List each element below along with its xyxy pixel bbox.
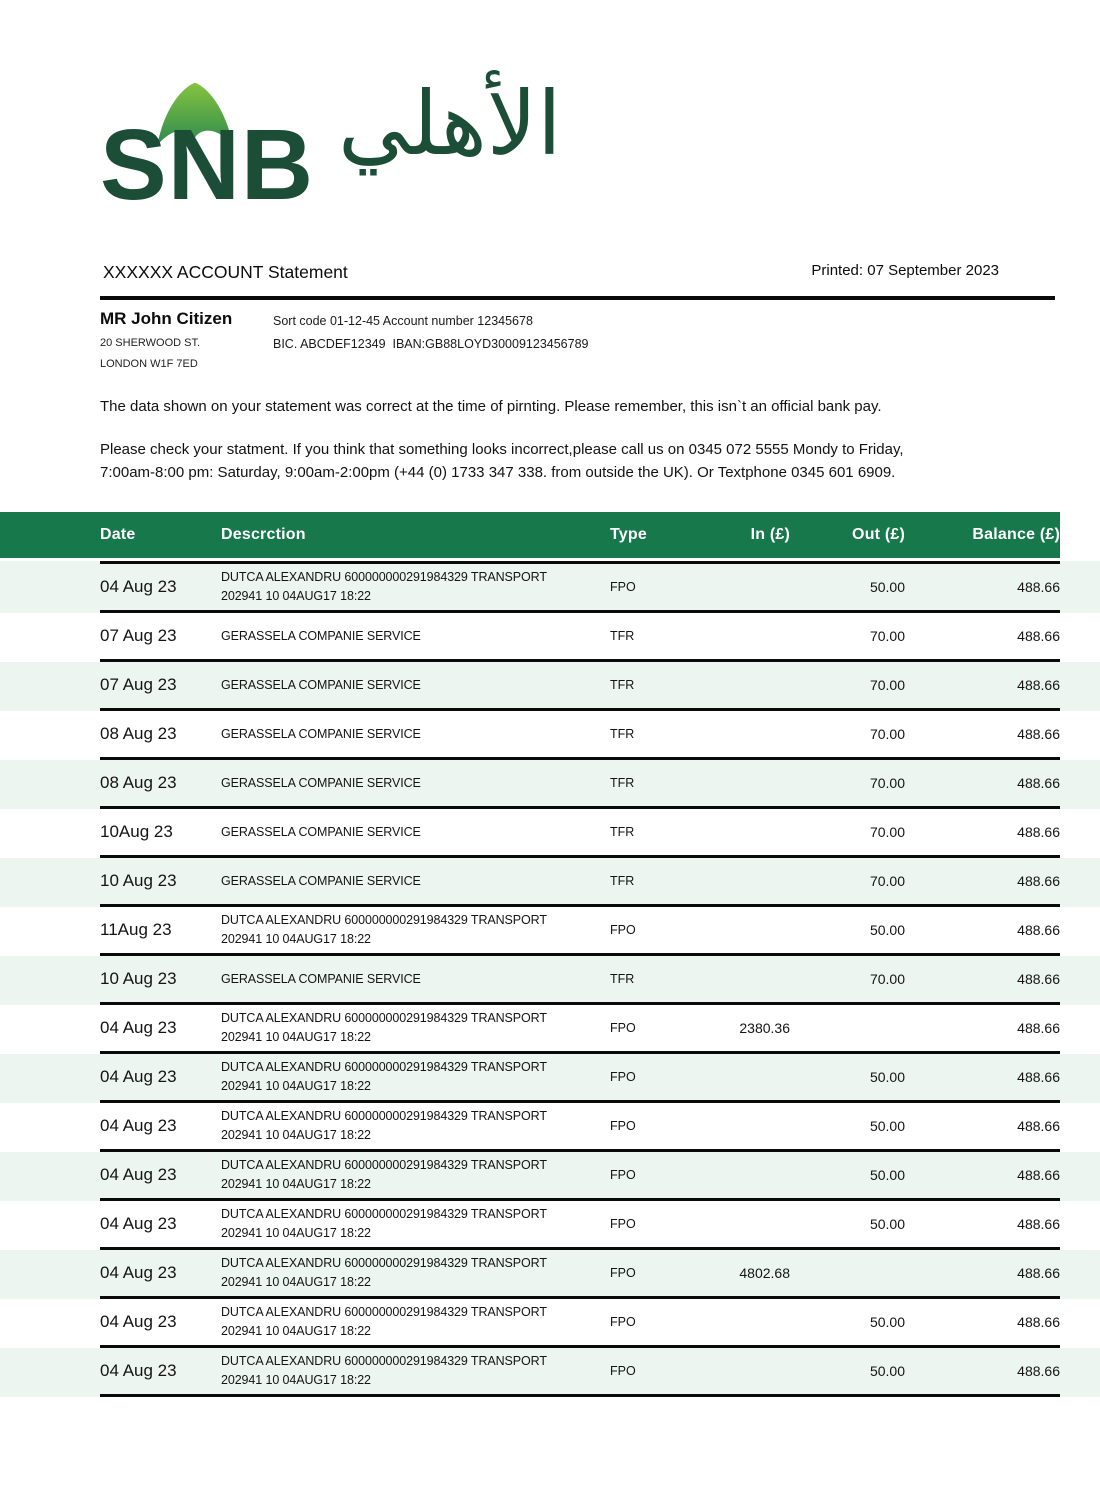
cell-type: TFR [610, 727, 635, 741]
table-row [0, 858, 1100, 907]
statement-header [103, 262, 1056, 283]
cell-out: 50.00 [869, 1314, 905, 1330]
table-row [0, 561, 1100, 613]
description-line-1: GERASSELA COMPANIE SERVICE [221, 873, 421, 888]
logo-snb-text: SNB [100, 109, 315, 221]
table-row [0, 1250, 1100, 1299]
description-line-2: 202941 10 04AUG17 18:22 [221, 1079, 371, 1093]
customer-name: MR John Citizen [100, 309, 233, 328]
cell-date: 11Aug 23 [100, 920, 172, 939]
cell-type: FPO [610, 1217, 636, 1231]
cell-balance: 488.66 [1017, 1265, 1060, 1281]
bank-logo [100, 72, 600, 225]
cell-date: 04 Aug 23 [100, 1263, 177, 1282]
table-row [0, 1054, 1100, 1103]
cell-out: 70.00 [869, 775, 905, 791]
cell-date: 10 Aug 23 [100, 871, 177, 890]
cell-out: 50.00 [869, 1216, 905, 1232]
cell-balance: 488.66 [1017, 1069, 1060, 1085]
statement-title: XXXXXX ACCOUNT Statement [103, 262, 348, 282]
cell-type: FPO [610, 1070, 636, 1084]
bic-iban: BIC. ABCDEF12349 IBAN:GB88LOYD30009123456789 [273, 337, 589, 351]
description-line-1: GERASSELA COMPANIE SERVICE [221, 824, 421, 839]
description-line-1: DUTCA ALEXANDRU 600000000291984329 TRANSPORT [221, 570, 547, 584]
cell-description [221, 823, 610, 842]
cell-description [221, 1107, 610, 1145]
column-header-date: Date [100, 526, 136, 543]
table-row [0, 1005, 1100, 1054]
cell-description [221, 1254, 610, 1292]
cell-description [221, 1352, 610, 1390]
cell-type: FPO [610, 1364, 636, 1378]
cell-balance: 488.66 [1017, 1020, 1060, 1036]
description-line-1: DUTCA ALEXANDRU 600000000291984329 TRANSPORT [221, 1109, 547, 1123]
cell-balance: 488.66 [1017, 1216, 1060, 1232]
cell-type: FPO [610, 923, 636, 937]
column-header-description: Descrction [221, 526, 306, 543]
cell-balance: 488.66 [1017, 1314, 1060, 1330]
cell-description [221, 676, 610, 695]
description-line-2: 202941 10 04AUG17 18:22 [221, 1030, 371, 1044]
cell-balance: 488.66 [1017, 1363, 1060, 1379]
cell-balance: 488.66 [1017, 1167, 1060, 1183]
cell-balance: 488.66 [1017, 628, 1060, 644]
description-line-2: 202941 10 04AUG17 18:22 [221, 1226, 371, 1240]
cell-type: FPO [610, 1266, 636, 1280]
description-line-1: DUTCA ALEXANDRU 600000000291984329 TRANSPORT [221, 1060, 547, 1074]
description-line-1: GERASSELA COMPANIE SERVICE [221, 628, 421, 643]
cell-type: TFR [610, 972, 635, 986]
description-line-2: 202941 10 04AUG17 18:22 [221, 1373, 371, 1387]
cell-date: 10Aug 23 [100, 822, 173, 841]
cell-type: TFR [610, 776, 635, 790]
cell-type: FPO [610, 1168, 636, 1182]
table-row [0, 907, 1100, 956]
cell-type: TFR [610, 825, 635, 839]
notice-paragraph-2: Please check your statment. If you think that something looks incorrect,please call us on 0345 072 5555 Mondy to Friday, 7:00am-8:00 pm: Saturday, 9:00am-2:00pm (+44 (0) 1733 347 338. from outside the UK). Or Textphone 0345 601 6909. [100, 441, 904, 481]
cell-in: 4802.68 [739, 1265, 790, 1281]
notice-paragraph-1: The data shown on your statement was correct at the time of pirnting. Please remember, this isn`t an official bank pay. [100, 398, 882, 415]
description-line-1: DUTCA ALEXANDRU 600000000291984329 TRANSPORT [221, 1207, 547, 1221]
logo-arabic-text: الأهلي [338, 72, 562, 175]
cell-date: 04 Aug 23 [100, 1018, 177, 1037]
description-line-1: GERASSELA COMPANIE SERVICE [221, 971, 421, 986]
cell-description [221, 1058, 610, 1096]
description-line-1: GERASSELA COMPANIE SERVICE [221, 677, 421, 692]
cell-balance: 488.66 [1017, 579, 1060, 595]
customer-address-line1: 20 SHERWOOD ST. [100, 337, 201, 349]
table-row [0, 956, 1100, 1005]
cell-date: 08 Aug 23 [100, 773, 177, 792]
table-row [0, 1299, 1100, 1348]
cell-out: 50.00 [869, 1069, 905, 1085]
cell-balance: 488.66 [1017, 726, 1060, 742]
cell-date: 04 Aug 23 [100, 1067, 177, 1086]
cell-date: 07 Aug 23 [100, 675, 177, 694]
description-line-2: 202941 10 04AUG17 18:22 [221, 589, 371, 603]
cell-date: 04 Aug 23 [100, 1214, 177, 1233]
description-line-1: DUTCA ALEXANDRU 600000000291984329 TRANSPORT [221, 1354, 547, 1368]
table-row [0, 809, 1100, 858]
cell-description [221, 872, 610, 891]
table-row [0, 613, 1100, 662]
table-row [0, 760, 1100, 809]
cell-description [221, 627, 610, 646]
cell-out: 70.00 [869, 677, 905, 693]
cell-out: 50.00 [869, 922, 905, 938]
description-line-1: DUTCA ALEXANDRU 600000000291984329 TRANSPORT [221, 1256, 547, 1270]
cell-type: FPO [610, 1315, 636, 1329]
table-rows [0, 558, 1100, 1397]
cell-type: TFR [610, 678, 635, 692]
cell-out: 70.00 [869, 873, 905, 889]
printed-date: Printed: 07 September 2023 [811, 262, 999, 279]
cell-balance: 488.66 [1017, 775, 1060, 791]
cell-description [221, 774, 610, 793]
description-line-1: DUTCA ALEXANDRU 600000000291984329 TRANSPORT [221, 1158, 547, 1172]
description-line-1: DUTCA ALEXANDRU 600000000291984329 TRANSPORT [221, 1305, 547, 1319]
column-header-type: Type [610, 526, 647, 543]
cell-out: 70.00 [869, 971, 905, 987]
cell-out: 50.00 [869, 579, 905, 595]
cell-date: 04 Aug 23 [100, 1116, 177, 1135]
cell-date: 07 Aug 23 [100, 626, 177, 645]
description-line-1: GERASSELA COMPANIE SERVICE [221, 775, 421, 790]
cell-out: 70.00 [869, 628, 905, 644]
cell-out: 50.00 [869, 1363, 905, 1379]
cell-out: 50.00 [869, 1118, 905, 1134]
column-header-out: Out (£) [852, 526, 905, 543]
cell-type: FPO [610, 1021, 636, 1035]
cell-balance: 488.66 [1017, 971, 1060, 987]
description-line-2: 202941 10 04AUG17 18:22 [221, 1324, 371, 1338]
description-line-1: DUTCA ALEXANDRU 600000000291984329 TRANSPORT [221, 1011, 547, 1025]
cell-type: TFR [610, 874, 635, 888]
description-line-2: 202941 10 04AUG17 18:22 [221, 1275, 371, 1289]
table-row [0, 1152, 1100, 1201]
table-row [0, 1201, 1100, 1250]
transactions-table [0, 512, 1100, 1397]
cell-description [221, 1156, 610, 1194]
cell-out: 70.00 [869, 726, 905, 742]
cell-description [221, 1009, 610, 1047]
table-row [0, 1348, 1100, 1397]
cell-type: FPO [610, 1119, 636, 1133]
table-header-row [0, 512, 1060, 558]
description-line-2: 202941 10 04AUG17 18:22 [221, 1177, 371, 1191]
column-header-in: In (£) [750, 526, 790, 543]
cell-date: 04 Aug 23 [100, 577, 177, 596]
cell-description [221, 911, 610, 949]
cell-date: 04 Aug 23 [100, 1361, 177, 1380]
table-row [0, 711, 1100, 760]
column-header-balance: Balance (£) [972, 526, 1060, 543]
customer-address-line2: LONDON W1F 7ED [100, 358, 198, 370]
description-line-2: 202941 10 04AUG17 18:22 [221, 932, 371, 946]
cell-balance: 488.66 [1017, 873, 1060, 889]
table-row [0, 1103, 1100, 1152]
cell-balance: 488.66 [1017, 1118, 1060, 1134]
cell-balance: 488.66 [1017, 677, 1060, 693]
sort-code-account-number: Sort code 01-12-45 Account number 12345678 [273, 314, 533, 328]
cell-description [221, 1205, 610, 1243]
cell-type: TFR [610, 629, 635, 643]
cell-date: 10 Aug 23 [100, 969, 177, 988]
cell-description [221, 725, 610, 744]
table-row [0, 662, 1100, 711]
cell-out: 70.00 [869, 824, 905, 840]
cell-in: 2380.36 [739, 1020, 790, 1036]
cell-type: FPO [610, 580, 636, 594]
cell-out: 50.00 [869, 1167, 905, 1183]
description-line-2: 202941 10 04AUG17 18:22 [221, 1128, 371, 1142]
cell-description [221, 568, 610, 606]
description-line-1: DUTCA ALEXANDRU 600000000291984329 TRANSPORT [221, 913, 547, 927]
cell-description [221, 1303, 610, 1341]
header-divider [100, 296, 1055, 300]
cell-date: 08 Aug 23 [100, 724, 177, 743]
cell-balance: 488.66 [1017, 922, 1060, 938]
description-line-1: GERASSELA COMPANIE SERVICE [221, 726, 421, 741]
cell-date: 04 Aug 23 [100, 1165, 177, 1184]
cell-date: 04 Aug 23 [100, 1312, 177, 1331]
cell-balance: 488.66 [1017, 824, 1060, 840]
cell-description [221, 970, 610, 989]
